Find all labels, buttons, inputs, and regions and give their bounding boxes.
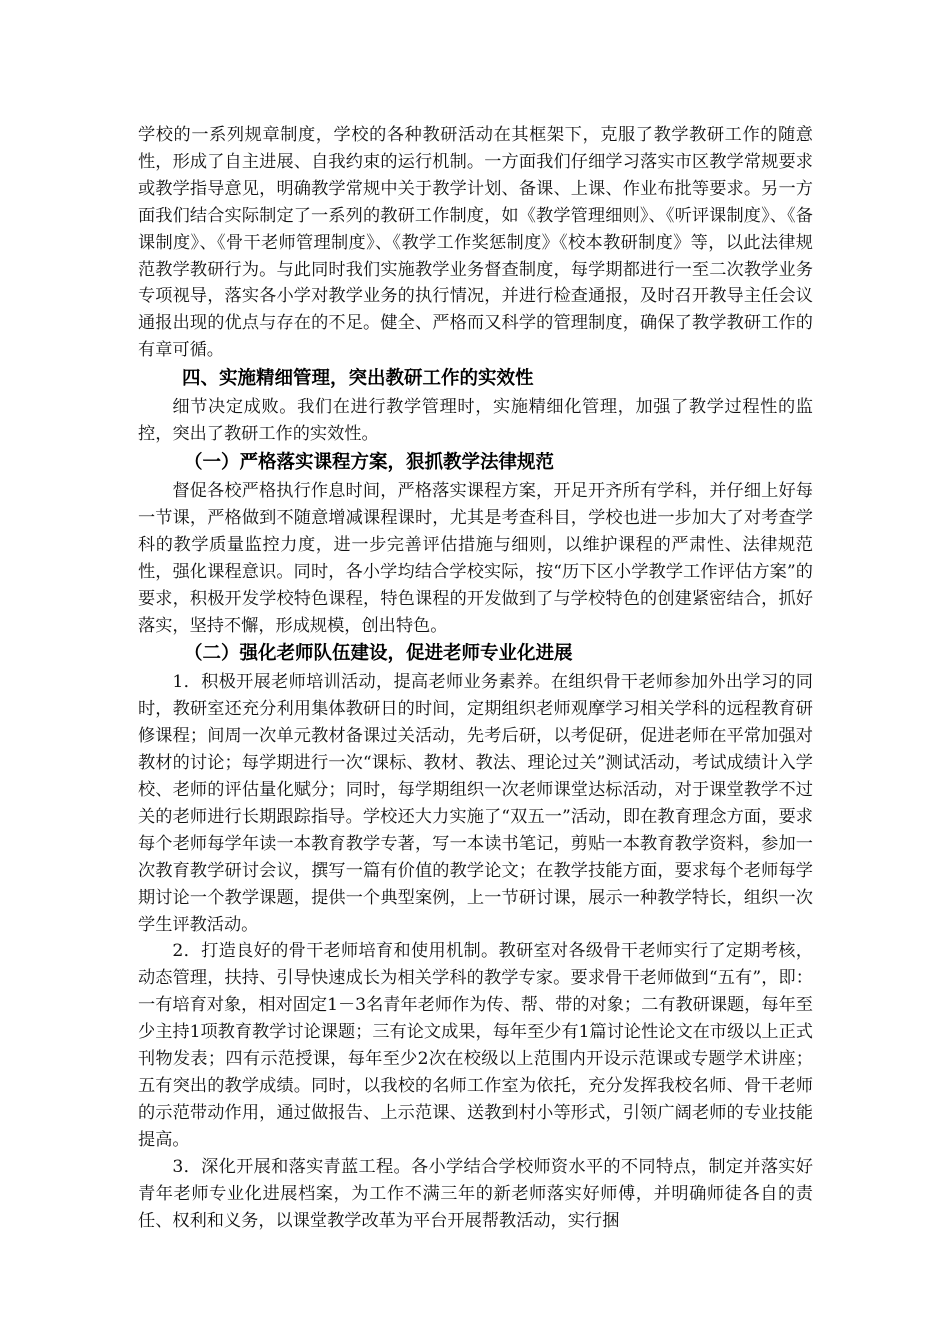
paragraph-item-2: 2．打造良好的骨干老师培育和使用机制。教研室对各级骨干老师实行了定期考核，动态管理，扶持、引导快速成长为相关学科的教学专家。要求骨干老师做到“五有”，即：一有培育对象，相对固定1－3名青年老师作为传、帮、带的对象；二有教研课题，每年至少主持1项教育教学讨论课题；三有论文成果，每年至少有1篇讨论性论文在市级以上正式刊物发表；四有示范授课，每年至少2次在校级以上范围内开设示范课或专题学术讲座；五有突出的教学成绩。同时，以我校的名师工作室为依托，充分发挥我校名师、骨干老师的示范带动作用，通过做报告、上示范课、送教到村小等形式，引领广阔老师的专业技能提高。 <box>138 941 813 1150</box>
paragraph-curriculum: 督促各校严格执行作息时间，严格落实课程方案，开足开齐所有学科，并仔细上好每一节课，严格做到不随意增减课程课时，尤其是考查科目，学校也进一步加大了对考查学科的教学质量监控力度，进一步完善评估措施与细则，以维护课程的严肃性、法律规范性，强化课程意识。同时，各小学均结合学校实际，按“历下区小学教学工作评估方案”的要求，积极开发学校特色课程，特色课程的开发做到了与学校特色的创建紧密结合，抓好落实，坚持不懈，形成规模，创出特色。 <box>138 480 813 636</box>
subsection-heading-1: （一）严格落实课程方案，狠抓教学法律规范 <box>184 451 555 473</box>
paragraph-details: 细节决定成败。我们在进行教学管理时，实施精细化管理，加强了教学过程性的监控，突出了教研工作的实效性。 <box>138 397 813 445</box>
section-heading-4: 四、实施精细管理，突出教研工作的实效性 <box>182 368 534 390</box>
paragraph-regulations: 学校的一系列规章制度，学校的各种教研活动在其框架下，克服了教学教研工作的随意性，形成了自主进展、自我约束的运行机制。一方面我们仔细学习落实市区教学常规要求或教学指导意见，明确教学常规中关于教学计划、备课、上课、作业布批等要求。另一方面我们结合实际制定了一系列的教研工作制度，如《教学管理细则》、《听评课制度》、《备课制度》、《骨干老师管理制度》、《教学工作奖惩制度》《校本教研制度》等，以此法律规范教学教研行为。与此同时我们实施教学业务督查制度，每学期都进行一至二次教学业务专项视导，落实各小学对教学业务的执行情况，并进行检查通报，及时召开教导主任会议通报出现的优点与存在的不足。健全、严格而又科学的管理制度，确保了教学教研工作的有章可循。 <box>138 125 813 361</box>
document-page <box>138 122 813 1234</box>
paragraph-item-3: 3．深化开展和落实青蓝工程。各小学结合学校师资水平的不同特点，制定并落实好青年老师专业化进展档案，为工作不满三年的新老师落实好师傅，并明确师徒各自的责任、权利和义务，以课堂教学改革为平台开展帮教活动，实行捆 <box>138 1156 813 1231</box>
paragraph-item-1: 1．积极开展老师培训活动，提高老师业务素养。在组织骨干老师参加外出学习的同时，教研室还充分利用集体教研日的时间，定期组织老师观摩学习相关学科的远程教育研修课程；间周一次单元教材备课过关活动，先考后研，以考促研，促进老师在平常加强对教材的讨论；每学期进行一次“课标、教材、教法、理论过关”测试活动，考试成绩计入学校、老师的评估量化赋分；同时，每学期组织一次老师课堂达标活动，对于课堂教学不过关的老师进行长期跟踪指导。学校还大力实施了“双五一”活动，即在教育理念方面，要求每个老师每学年读一本教育教学专著，写一本读书笔记，剪贴一本教育教学资料，参加一次教育教学研讨会议，撰写一篇有价值的教学论文；在教学技能方面，要求每个老师每学期讨论一个教学课题，提供一个典型案例，上一节研讨课，展示一种教学特长，组织一次学生评教活动。 <box>138 672 813 935</box>
subsection-heading-2: （二）强化老师队伍建设，促进老师专业化进展 <box>184 643 573 665</box>
